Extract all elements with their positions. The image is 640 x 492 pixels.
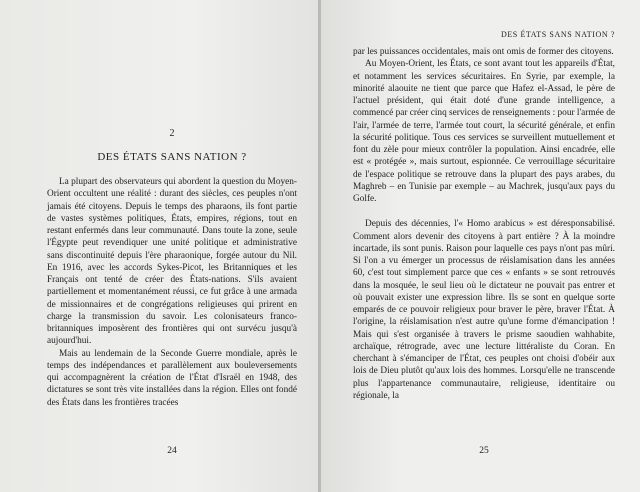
right-page-body (353, 46, 615, 402)
page-number: 24 (167, 446, 177, 456)
paragraph: Depuis des décennies, l'« Homo arabicus » est déresponsabilisé. Comment alors devenir des citoyens à part entière ? À la moindre incartade, ils sont punis. Raison pour laquelle ces pays n'ont pas mûri. Si l'on a vu émerger un processus de réislamisation dans les années 60, c'est tout simplement parce que ces « enfants » se sont retrouvés dans la mosquée, le seul lieu où le dictateur ne pouvait pas entrer et où pouvait exister une expression libre. Ils se sont en quelque sorte emparés de ce pouvoir religieux pour braver le père, braver l'État. À l'origine, la réislamisation n'est autre qu'une forme d'émancipation ! Mais qui s'est organisée à travers le prisme saoudien wahhabite, archaïque, rétrograde, avec une lecture littéraliste du Coran. En cherchant à s'émanciper de l'État, ces peuples ont choisi d'obéir aux lois de Dieu plutôt qu'aux lois des hommes. Lorsqu'elle ne transcende plus l'appartenance communautaire, religieuse, identitaire ou régionale, la (353, 219, 615, 401)
page-number: 25 (479, 446, 489, 456)
paragraph: La plupart des observateurs qui abordent la question du Moyen-Orient occultent une réalité : durant des siècles, ces peuples n'ont jamais été citoyens. Depuis le temps des pharaons, ils font partie de vastes systèmes politiques, États, empires, régions, tout en restant enfermés dans leur communauté. Dans toute la zone, seule l'Égypte peut revendiquer une unité politique et administrative sans discontinuité depuis l'ère pharaonique, forgée autour du Nil. En 1916, avec les accords Sykes-Picot, les Britanniques et les Français ont tenté de créer des États-nations. S'ils avaient partiellement et momentanément réussi, ce fut grâce à une armada de missionnaires et de congrégations religieuses qui prirent en charge la transmission du savoir. Les colonisateurs franco-britanniques imposèrent des frontières qui ont survécu jusqu'à aujourd'hui. (47, 177, 297, 347)
paragraph: Au Moyen-Orient, les États, ce sont avant tout les appareils d'État, et notamment les services sécuritaires. En Syrie, par exemple, la minorité alaouite ne tient que parce que Hafez el-Assad, le père de l'actuel président, qui était doté d'une grande intelligence, a commencé par créer cinq services de renseignements : pour l'armée de l'air, l'armée de terre, l'armée tout court, la sécurité générale, et enfin la sécurité politique. Tous ces services se surveillent mutuellement et font du zèle pour mieux contrôler la population. Ainsi encadrée, elle est « protégée », mais surtout, espionnée. Ce verrouillage sécuritaire de l'espace politique se retrouve dans la plupart des pays arabes, du Maghreb – en Tunisie par exemple – au Machrek, jusqu'aux pays du Golfe. (353, 59, 615, 204)
chapter-title: DES ÉTATS SANS NATION ? (97, 151, 247, 163)
right-page (321, 0, 640, 492)
chapter-number: 2 (169, 128, 175, 139)
running-head: DES ÉTATS SANS NATION ? (500, 30, 615, 39)
left-page-body (47, 176, 297, 409)
paragraph: Mais au lendemain de la Seconde Guerre mondiale, après le temps des indépendances et parallèlement aux bouleversements qui accompagnèrent la création de l'État d'Israël en 1948, des dictatures se sont très vite installées dans la région. Elles ont fondé des États dans les frontières tracées (47, 348, 297, 408)
left-page (0, 0, 319, 492)
paragraph-continuation: par les puissances occidentales, mais ont omis de former des citoyens. (353, 47, 614, 57)
